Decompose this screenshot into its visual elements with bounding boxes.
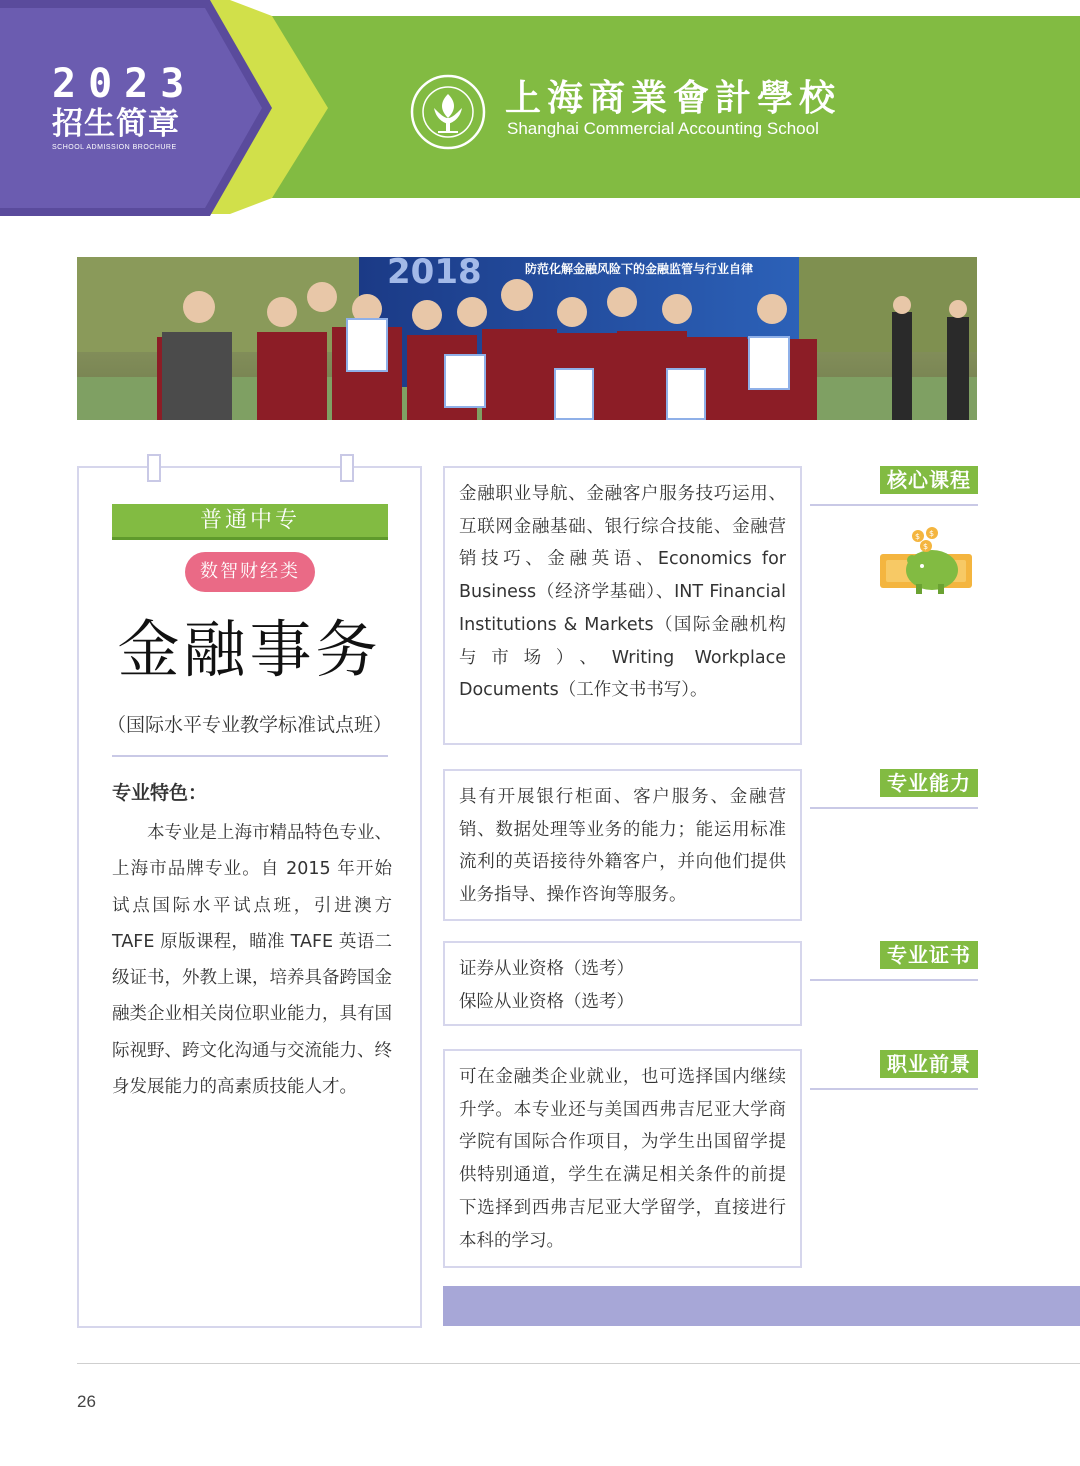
abilities-text: 具有开展银行柜面、客户服务、金融营销、数据处理等业务的能力；能运用标准流利的英语接待外籍客户，并向他们提供业务指导、操作咨询等服务。 — [459, 787, 786, 906]
binder-tab-right — [340, 454, 354, 482]
banner-year: 2018 — [387, 257, 482, 292]
header — [0, 0, 1080, 220]
feature-label: 专业特色： — [112, 782, 208, 804]
brochure-title-en: SCHOOL ADMISSION BROCHURE — [52, 144, 177, 151]
certificate-item: 保险从业资格（选考） — [459, 991, 634, 1012]
card-divider — [112, 755, 388, 757]
banner-text: 防范化解金融风险下的金融监管与行业自律 — [525, 262, 754, 276]
subcategory-pill: 数智财经类 — [185, 552, 315, 592]
footer-divider — [77, 1363, 1080, 1364]
brochure-title-block — [52, 61, 202, 151]
courses-label-line — [810, 504, 978, 506]
major-card — [77, 466, 422, 1328]
school-logo-icon — [410, 74, 486, 150]
certificates-label: 专业证书 — [880, 941, 978, 969]
svg-text:$: $ — [923, 542, 929, 551]
major-title: 金融事务 — [117, 613, 382, 686]
courses-box — [443, 466, 802, 745]
svg-text:$: $ — [915, 532, 921, 541]
page-number: 26 — [77, 1392, 96, 1411]
certificates-box — [443, 941, 802, 1026]
brochure-year: 2023 — [52, 61, 197, 107]
career-label: 职业前景 — [880, 1050, 978, 1078]
certificate-item: 证券从业资格（选考） — [459, 959, 634, 979]
career-box — [443, 1049, 802, 1268]
career-label-line — [810, 1088, 978, 1090]
courses-text: 金融职业导航、金融客户服务技巧运用、互联网金融基础、银行综合技能、金融营销技巧、金融英语、Economics for Business（经济学基础）、INT Financial Institutions & Markets（国际金融机构与市场）、Writing Workplace Documents（工作文书书写）。 — [459, 484, 786, 701]
certificates-label-line — [810, 979, 978, 981]
abilities-box — [443, 769, 802, 921]
piggy-bank-money-icon — [876, 526, 976, 596]
binder-tab-left — [147, 454, 161, 482]
svg-text:$: $ — [929, 529, 935, 538]
career-text: 可在金融类企业就业，也可选择国内继续升学。本专业还与美国西弗吉尼亚大学商学院有国际合作项目，为学生出国留学提供特别通道，学生在满足相关条件的前提下选择到西弗吉尼亚大学留学，直接进行本科的学习。 — [459, 1067, 786, 1251]
major-note: （国际水平专业教学标准试点班） — [106, 714, 392, 736]
abilities-label: 专业能力 — [880, 769, 978, 797]
abilities-label-line — [810, 807, 978, 809]
decorative-purple-bar — [443, 1286, 1080, 1326]
brochure-title-cn: 招生简章 — [52, 106, 180, 142]
courses-label: 核心课程 — [880, 466, 978, 494]
students-photo — [77, 257, 977, 420]
feature-body: 本专业是上海市精品特色专业、上海市品牌专业。自 2015 年开始试点国际水平试点班，引进澳方 TAFE 原版课程，瞄准 TAFE 英语二级证书，外教上课，培养具备跨国金融类企业相关岗位职业能力，具有国际视野、跨文化沟通与交流能力、终身发展能力的高素质技能人才。 — [112, 823, 392, 1098]
school-name-en: Shanghai Commercial Accounting School — [507, 119, 819, 138]
school-name-cn: 上海商業會計學校 — [505, 77, 842, 119]
category-bar: 普通中专 — [112, 504, 388, 540]
